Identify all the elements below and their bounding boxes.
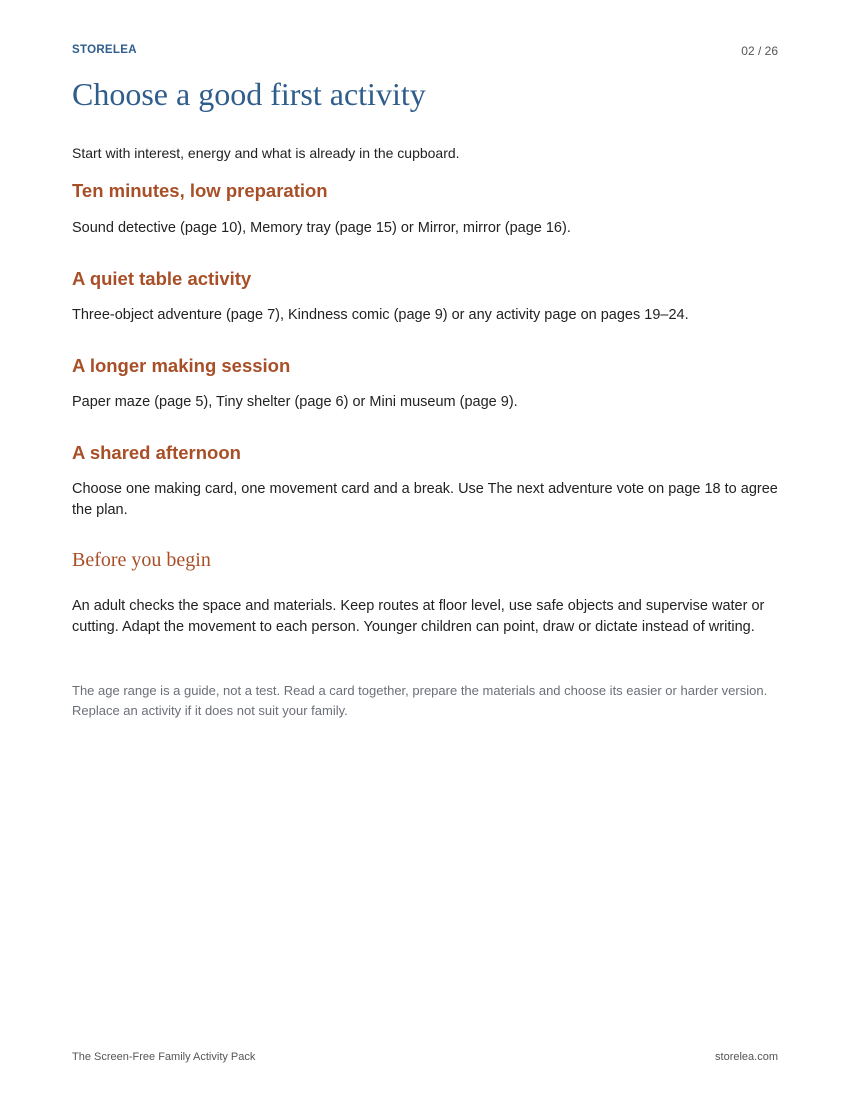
footer-website-link[interactable]: storelea.com (715, 1051, 778, 1063)
section-body-shared-afternoon: Choose one making card, one movement card and a break. Use The next adventure vote on page 18 to agree the plan. (72, 481, 778, 518)
section-heading-quiet-table: A quiet table activity (72, 268, 252, 289)
page-indicator: 02 / 26 (741, 44, 778, 58)
before-you-begin-heading: Before you begin (72, 549, 211, 571)
section-body-quiet-table: Three-object adventure (page 7), Kindness comic (page 9) or any activity page on pages 19–24. (72, 307, 689, 323)
section-body-longer-making: Paper maze (page 5), Tiny shelter (page 6) or Mini museum (page 9). (72, 394, 518, 410)
intro-text: Start with interest, energy and what is already in the cupboard. (72, 145, 460, 161)
section-heading-ten-minutes: Ten minutes, low preparation (72, 180, 328, 201)
age-range-note: The age range is a guide, not a test. Read a card together, prepare the materials and choose its easier or harder version. Replace an activity if it does not suit your family. (72, 683, 768, 718)
section-heading-shared-afternoon: A shared afternoon (72, 442, 241, 463)
before-you-begin-body: An adult checks the space and materials. Keep routes at floor level, use safe objects and supervise water or cutting. Adapt the movement to each person. Younger children can point, draw or dictate instead of writing. (72, 598, 765, 635)
section-body-ten-minutes: Sound detective (page 10), Memory tray (page 15) or Mirror, mirror (page 16). (72, 220, 571, 236)
section-heading-longer-making: A longer making session (72, 355, 291, 376)
brand-name: STORELEA (72, 44, 137, 56)
footer-pack-title: The Screen-Free Family Activity Pack (72, 1051, 256, 1063)
page-title: Choose a good first activity (72, 76, 426, 112)
